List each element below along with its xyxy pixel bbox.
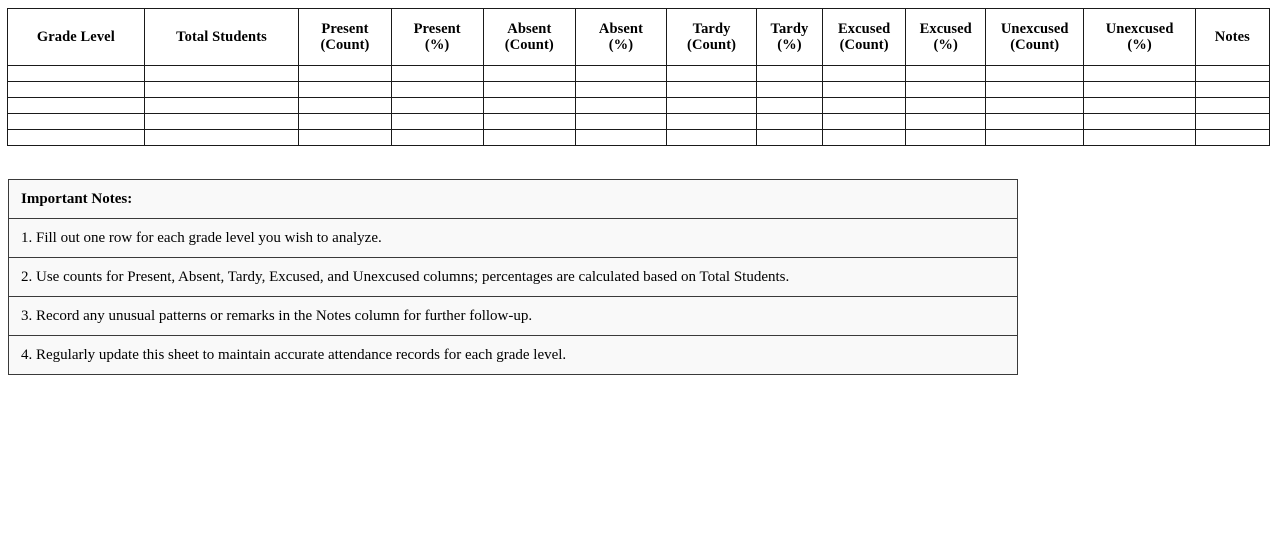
cell-grade-level[interactable] (8, 98, 145, 114)
column-header-line1: Excused (838, 20, 891, 37)
cell-total-students[interactable] (144, 82, 299, 98)
cell-tardy-percent[interactable] (757, 114, 823, 130)
column-header-line1: Grade Level (36, 28, 115, 45)
cell-unexcused-count[interactable] (985, 66, 1084, 82)
cell-excused-count[interactable] (822, 82, 906, 98)
notes-item-row (9, 297, 1018, 336)
cell-excused-percent[interactable] (906, 66, 985, 82)
column-header-line2: (Count) (504, 37, 554, 53)
column-header-line2: (Count) (320, 37, 370, 53)
column-header-line2: (%) (933, 37, 958, 53)
cell-present-count[interactable] (299, 130, 391, 146)
column-header-line2: (Count) (687, 37, 737, 53)
note-item-2: 2. Use counts for Present, Absent, Tardy, Excused, and Unexcused columns; percentages are calculated based on Total Students. (9, 258, 1018, 297)
important-notes-container (8, 179, 1018, 375)
cell-present-percent[interactable] (391, 130, 483, 146)
cell-tardy-percent[interactable] (757, 130, 823, 146)
cell-notes[interactable] (1195, 82, 1269, 98)
cell-unexcused-percent[interactable] (1084, 98, 1195, 114)
column-header-absent-count (483, 9, 575, 66)
cell-absent-count[interactable] (483, 130, 575, 146)
cell-present-percent[interactable] (391, 66, 483, 82)
cell-total-students[interactable] (144, 130, 299, 146)
column-header-line2: (%) (1127, 37, 1152, 53)
cell-grade-level[interactable] (8, 114, 145, 130)
cell-absent-count[interactable] (483, 114, 575, 130)
column-header-line1: Notes (1214, 28, 1250, 45)
column-header-line1: Tardy (770, 20, 809, 37)
column-header-tardy-count (667, 9, 757, 66)
cell-present-count[interactable] (299, 82, 391, 98)
cell-total-students[interactable] (144, 114, 299, 130)
cell-excused-percent[interactable] (906, 130, 985, 146)
cell-unexcused-percent[interactable] (1084, 114, 1195, 130)
note-item-1: 1. Fill out one row for each grade level you wish to analyze. (9, 219, 1018, 258)
cell-present-percent[interactable] (391, 114, 483, 130)
notes-item-row (9, 258, 1018, 297)
table-row (8, 98, 1270, 114)
cell-notes[interactable] (1195, 130, 1269, 146)
attendance-table-body (8, 66, 1270, 146)
cell-notes[interactable] (1195, 66, 1269, 82)
cell-excused-percent[interactable] (906, 114, 985, 130)
table-row (8, 114, 1270, 130)
cell-unexcused-count[interactable] (985, 130, 1084, 146)
cell-absent-count[interactable] (483, 98, 575, 114)
cell-present-percent[interactable] (391, 98, 483, 114)
column-header-line1: Present (321, 20, 369, 37)
cell-excused-count[interactable] (822, 130, 906, 146)
column-header-excused-percent (906, 9, 985, 66)
column-header-line1: Excused (919, 20, 972, 37)
cell-absent-count[interactable] (483, 66, 575, 82)
table-header-row (8, 9, 1270, 66)
attendance-analysis-table (7, 8, 1270, 146)
cell-notes[interactable] (1195, 98, 1269, 114)
cell-tardy-count[interactable] (667, 114, 757, 130)
column-header-line1: Total Students (176, 28, 267, 45)
cell-unexcused-percent[interactable] (1084, 130, 1195, 146)
cell-excused-count[interactable] (822, 66, 906, 82)
note-item-4: 4. Regularly update this sheet to maintain accurate attendance records for each grade level. (9, 336, 1018, 375)
cell-total-students[interactable] (144, 98, 299, 114)
note-item-3: 3. Record any unusual patterns or remarks in the Notes column for further follow-up. (9, 297, 1018, 336)
column-header-line2: (Count) (839, 37, 889, 53)
cell-unexcused-count[interactable] (985, 98, 1084, 114)
cell-present-count[interactable] (299, 98, 391, 114)
column-header-excused-count (822, 9, 906, 66)
cell-absent-percent[interactable] (575, 130, 666, 146)
important-notes-title: Important Notes: (9, 180, 1018, 219)
cell-tardy-percent[interactable] (757, 82, 823, 98)
column-header-present-count (299, 9, 391, 66)
cell-grade-level[interactable] (8, 82, 145, 98)
cell-absent-percent[interactable] (575, 66, 666, 82)
cell-total-students[interactable] (144, 66, 299, 82)
cell-tardy-count[interactable] (667, 66, 757, 82)
column-header-line1: Present (413, 20, 461, 37)
notes-item-row (9, 336, 1018, 375)
cell-tardy-count[interactable] (667, 98, 757, 114)
cell-tardy-percent[interactable] (757, 98, 823, 114)
cell-tardy-percent[interactable] (757, 66, 823, 82)
table-row (8, 130, 1270, 146)
column-header-line2: (%) (424, 37, 450, 53)
column-header-absent-percent (575, 9, 666, 66)
cell-tardy-count[interactable] (667, 130, 757, 146)
important-notes-table (8, 179, 1018, 375)
column-header-line1: Tardy (692, 20, 731, 37)
cell-excused-percent[interactable] (906, 98, 985, 114)
column-header-unexcused-percent (1084, 9, 1195, 66)
cell-excused-percent[interactable] (906, 82, 985, 98)
column-header-tardy-percent (757, 9, 823, 66)
attendance-table-container (7, 8, 1270, 146)
cell-absent-percent[interactable] (575, 82, 666, 98)
cell-present-percent[interactable] (391, 82, 483, 98)
column-header-line1: Absent (507, 20, 552, 37)
column-header-line1: Unexcused (1000, 20, 1069, 37)
cell-unexcused-percent[interactable] (1084, 66, 1195, 82)
column-header-line1: Unexcused (1105, 20, 1174, 37)
cell-notes[interactable] (1195, 114, 1269, 130)
column-header-notes (1195, 9, 1269, 66)
cell-present-count[interactable] (299, 66, 391, 82)
column-header-unexcused-count (985, 9, 1084, 66)
attendance-table-header (8, 9, 1270, 66)
cell-excused-count[interactable] (822, 98, 906, 114)
cell-tardy-count[interactable] (667, 82, 757, 98)
cell-unexcused-percent[interactable] (1084, 82, 1195, 98)
cell-absent-percent[interactable] (575, 114, 666, 130)
notes-title-row (9, 180, 1018, 219)
table-row (8, 66, 1270, 82)
column-header-total-students (144, 9, 299, 66)
cell-unexcused-count[interactable] (985, 82, 1084, 98)
column-header-line2: (%) (777, 37, 802, 53)
cell-unexcused-count[interactable] (985, 114, 1084, 130)
cell-present-count[interactable] (299, 114, 391, 130)
column-header-line2: (%) (608, 37, 634, 53)
cell-absent-count[interactable] (483, 82, 575, 98)
column-header-line2: (Count) (1010, 37, 1060, 53)
table-row (8, 82, 1270, 98)
column-header-present-percent (391, 9, 483, 66)
column-header-grade-level (8, 9, 145, 66)
column-header-line1: Absent (598, 20, 644, 37)
cell-absent-percent[interactable] (575, 98, 666, 114)
cell-grade-level[interactable] (8, 66, 145, 82)
notes-item-row (9, 219, 1018, 258)
cell-excused-count[interactable] (822, 114, 906, 130)
cell-grade-level[interactable] (8, 130, 145, 146)
